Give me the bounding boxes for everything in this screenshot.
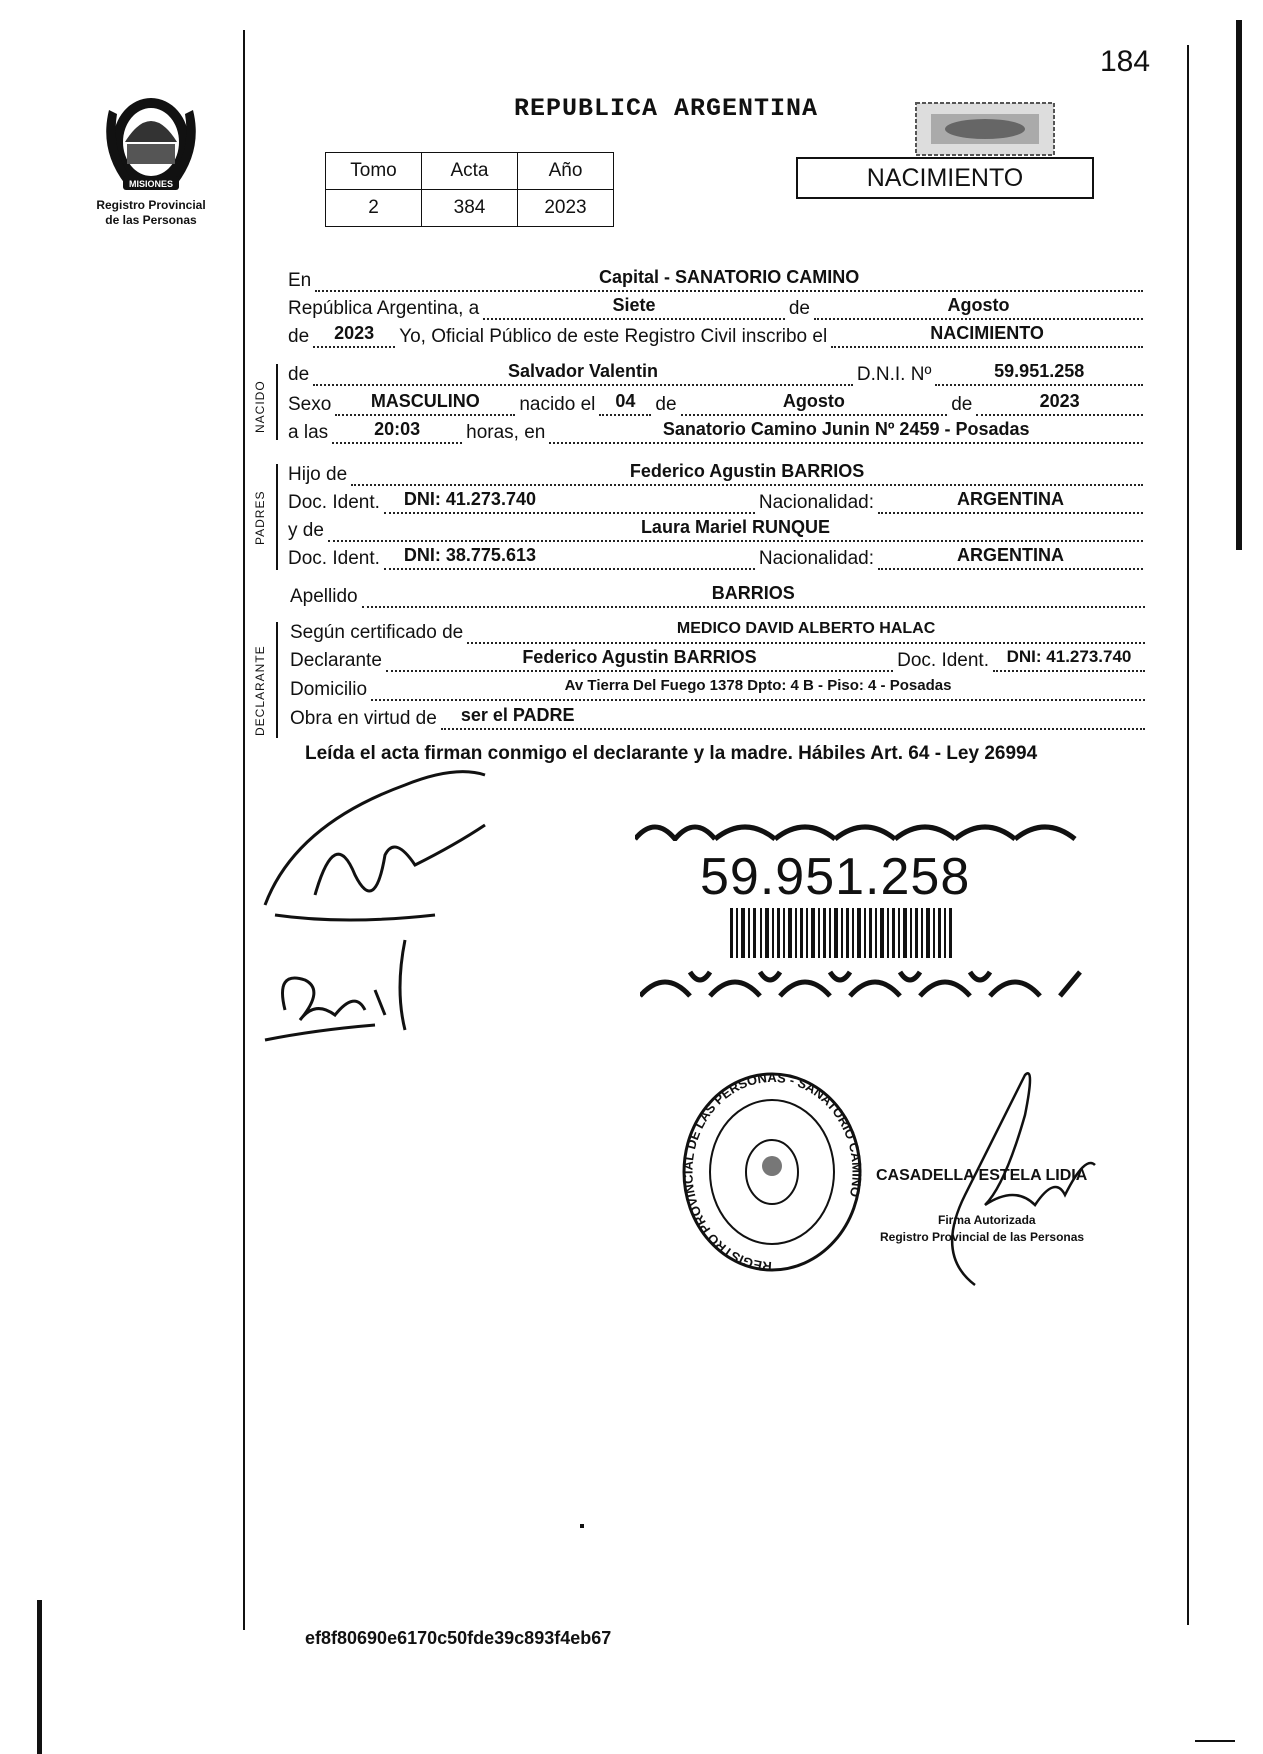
registry-header: Año — [518, 153, 614, 190]
row-surname: Apellido BARRIOS — [290, 586, 1145, 608]
act-value: NACIMIENTO — [930, 323, 1044, 343]
closing-text: Leída el acta firman conmigo el declarante y la madre. Hábiles Art. 64 - Ley 26994 — [305, 743, 1038, 764]
security-pattern-bottom — [640, 968, 1085, 998]
row-address: Domicilio Av Tierra Del Fuego 1378 Dpto: 4 B - Piso: 4 - Posadas — [290, 679, 1145, 701]
registry-table — [325, 152, 614, 227]
left-border-line — [243, 30, 245, 1630]
birth-day-value: 04 — [615, 391, 636, 411]
father-doc-value: DNI: 41.273.740 — [403, 489, 536, 509]
id-number: 59.951.258 — [700, 848, 971, 906]
mother-nationality-value: ARGENTINA — [957, 545, 1064, 565]
page-number: 184 — [1100, 45, 1151, 78]
signer-name: CASADELLA ESTELA LIDIA — [876, 1167, 1088, 1184]
signer-organization: Registro Provincial de las Personas — [880, 1230, 1085, 1244]
scan-dot — [580, 1524, 584, 1528]
mother-name-value: Laura Mariel RUNQUE — [640, 517, 830, 537]
coat-of-arms-icon — [95, 80, 207, 196]
row-by-virtue: Obra en virtud de ser el PADRE — [290, 708, 1145, 730]
registry-header: Acta — [422, 153, 518, 190]
document-hash: ef8f80690e6170c50fde39c893f4eb67 — [305, 1628, 612, 1648]
place-value: Capital - SANATORIO CAMINO — [598, 267, 860, 287]
month-value: Agosto — [947, 295, 1010, 315]
edge-mark-left — [37, 1600, 42, 1754]
row-sex: Sexo MASCULINO nacido el 04 de Agosto de 2023 — [288, 394, 1143, 416]
father-nationality-value: ARGENTINA — [957, 489, 1064, 509]
row-date: República Argentina, a Siete de Agosto — [288, 298, 1143, 320]
row-name: de Salvador Valentin D.N.I. Nº 59.951.258 — [288, 364, 1143, 386]
signature-declarant — [255, 765, 505, 925]
birth-month-value: Agosto — [782, 391, 845, 411]
father-name-value: Federico Agustin BARRIOS — [629, 461, 865, 481]
surname-value: BARRIOS — [711, 583, 795, 603]
section-declarante: DECLARANTE — [253, 645, 267, 736]
edge-mark — [1195, 1740, 1235, 1742]
birth-year-value: 2023 — [1039, 391, 1080, 411]
signature-mother — [255, 930, 455, 1050]
address-value: Av Tierra Del Fuego 1378 Dpto: 4 B - Piso: 4 - Posadas — [564, 677, 952, 694]
dni-value: 59.951.258 — [994, 361, 1085, 381]
birth-place-value: Sanatorio Camino Junin Nº 2459 - Posadas — [662, 419, 1030, 439]
official-seal — [680, 1070, 865, 1280]
day-value: Siete — [612, 295, 656, 315]
name-value: Salvador Valentin — [507, 361, 659, 381]
edge-mark-right — [1236, 20, 1242, 550]
row-certificate: Según certificado de MEDICO DAVID ALBERTO HALAC — [290, 622, 1145, 644]
declarant-doc-value: DNI: 41.273.740 — [1006, 647, 1132, 666]
row-year: de 2023 Yo, Oficial Público de este Registro Civil inscribo el NACIMIENTO — [288, 326, 1143, 348]
revenue-stamp-icon — [915, 102, 1055, 156]
signer-role: Firma Autorizada — [938, 1213, 1036, 1227]
row-mother-doc: Doc. Ident. DNI: 38.775.613 Nacionalidad: ARGENTINA — [288, 548, 1143, 570]
row-mother: y de Laura Mariel RUNQUE — [288, 520, 1143, 542]
declarant-value: Federico Agustin BARRIOS — [522, 647, 757, 667]
act-type-box: NACIMIENTO — [796, 157, 1094, 199]
birth-time-value: 20:03 — [374, 419, 421, 439]
registry-header: Tomo — [326, 153, 422, 190]
row-declarant: Declarante Federico Agustin BARRIOS Doc. Ident. DNI: 41.273.740 — [290, 650, 1145, 672]
year-value: 2023 — [334, 323, 375, 343]
section-rule — [276, 622, 278, 738]
section-nacido: NACIDO — [253, 380, 267, 433]
svg-text:MISIONES: MISIONES — [128, 179, 174, 189]
row-father: Hijo de Federico Agustin BARRIOS — [288, 464, 1143, 486]
section-rule — [276, 364, 278, 440]
registry-value: 2 — [326, 190, 422, 227]
row-father-doc: Doc. Ident. DNI: 41.273.740 Nacionalidad: ARGENTINA — [288, 492, 1143, 514]
row-time: a las 20:03 horas, en Sanatorio Camino Junin Nº 2459 - Posadas — [288, 422, 1143, 444]
registry-value: 2023 — [518, 190, 614, 227]
mother-doc-value: DNI: 38.775.613 — [403, 545, 536, 565]
registry-value: 384 — [422, 190, 518, 227]
organization-name: Registro Provincial de las Personas — [96, 198, 206, 227]
barcode — [730, 908, 952, 958]
svg-text:REGISTRO PROVINCIAL DE LAS PER: REGISTRO PROVINCIAL DE LAS PERSONAS - SANATORIO CAMINO — [680, 1070, 865, 1275]
document-title: REPUBLICA ARGENTINA — [514, 94, 819, 123]
row-place: En Capital - SANATORIO CAMINO — [288, 270, 1143, 292]
section-padres: PADRES — [253, 490, 267, 545]
section-rule — [276, 464, 278, 570]
by-virtue-value: ser el PADRE — [460, 705, 575, 725]
certificate-value: MEDICO DAVID ALBERTO HALAC — [676, 620, 936, 637]
sex-value: MASCULINO — [370, 391, 480, 411]
right-border-line — [1187, 45, 1189, 1625]
security-pattern-top — [635, 815, 1085, 841]
